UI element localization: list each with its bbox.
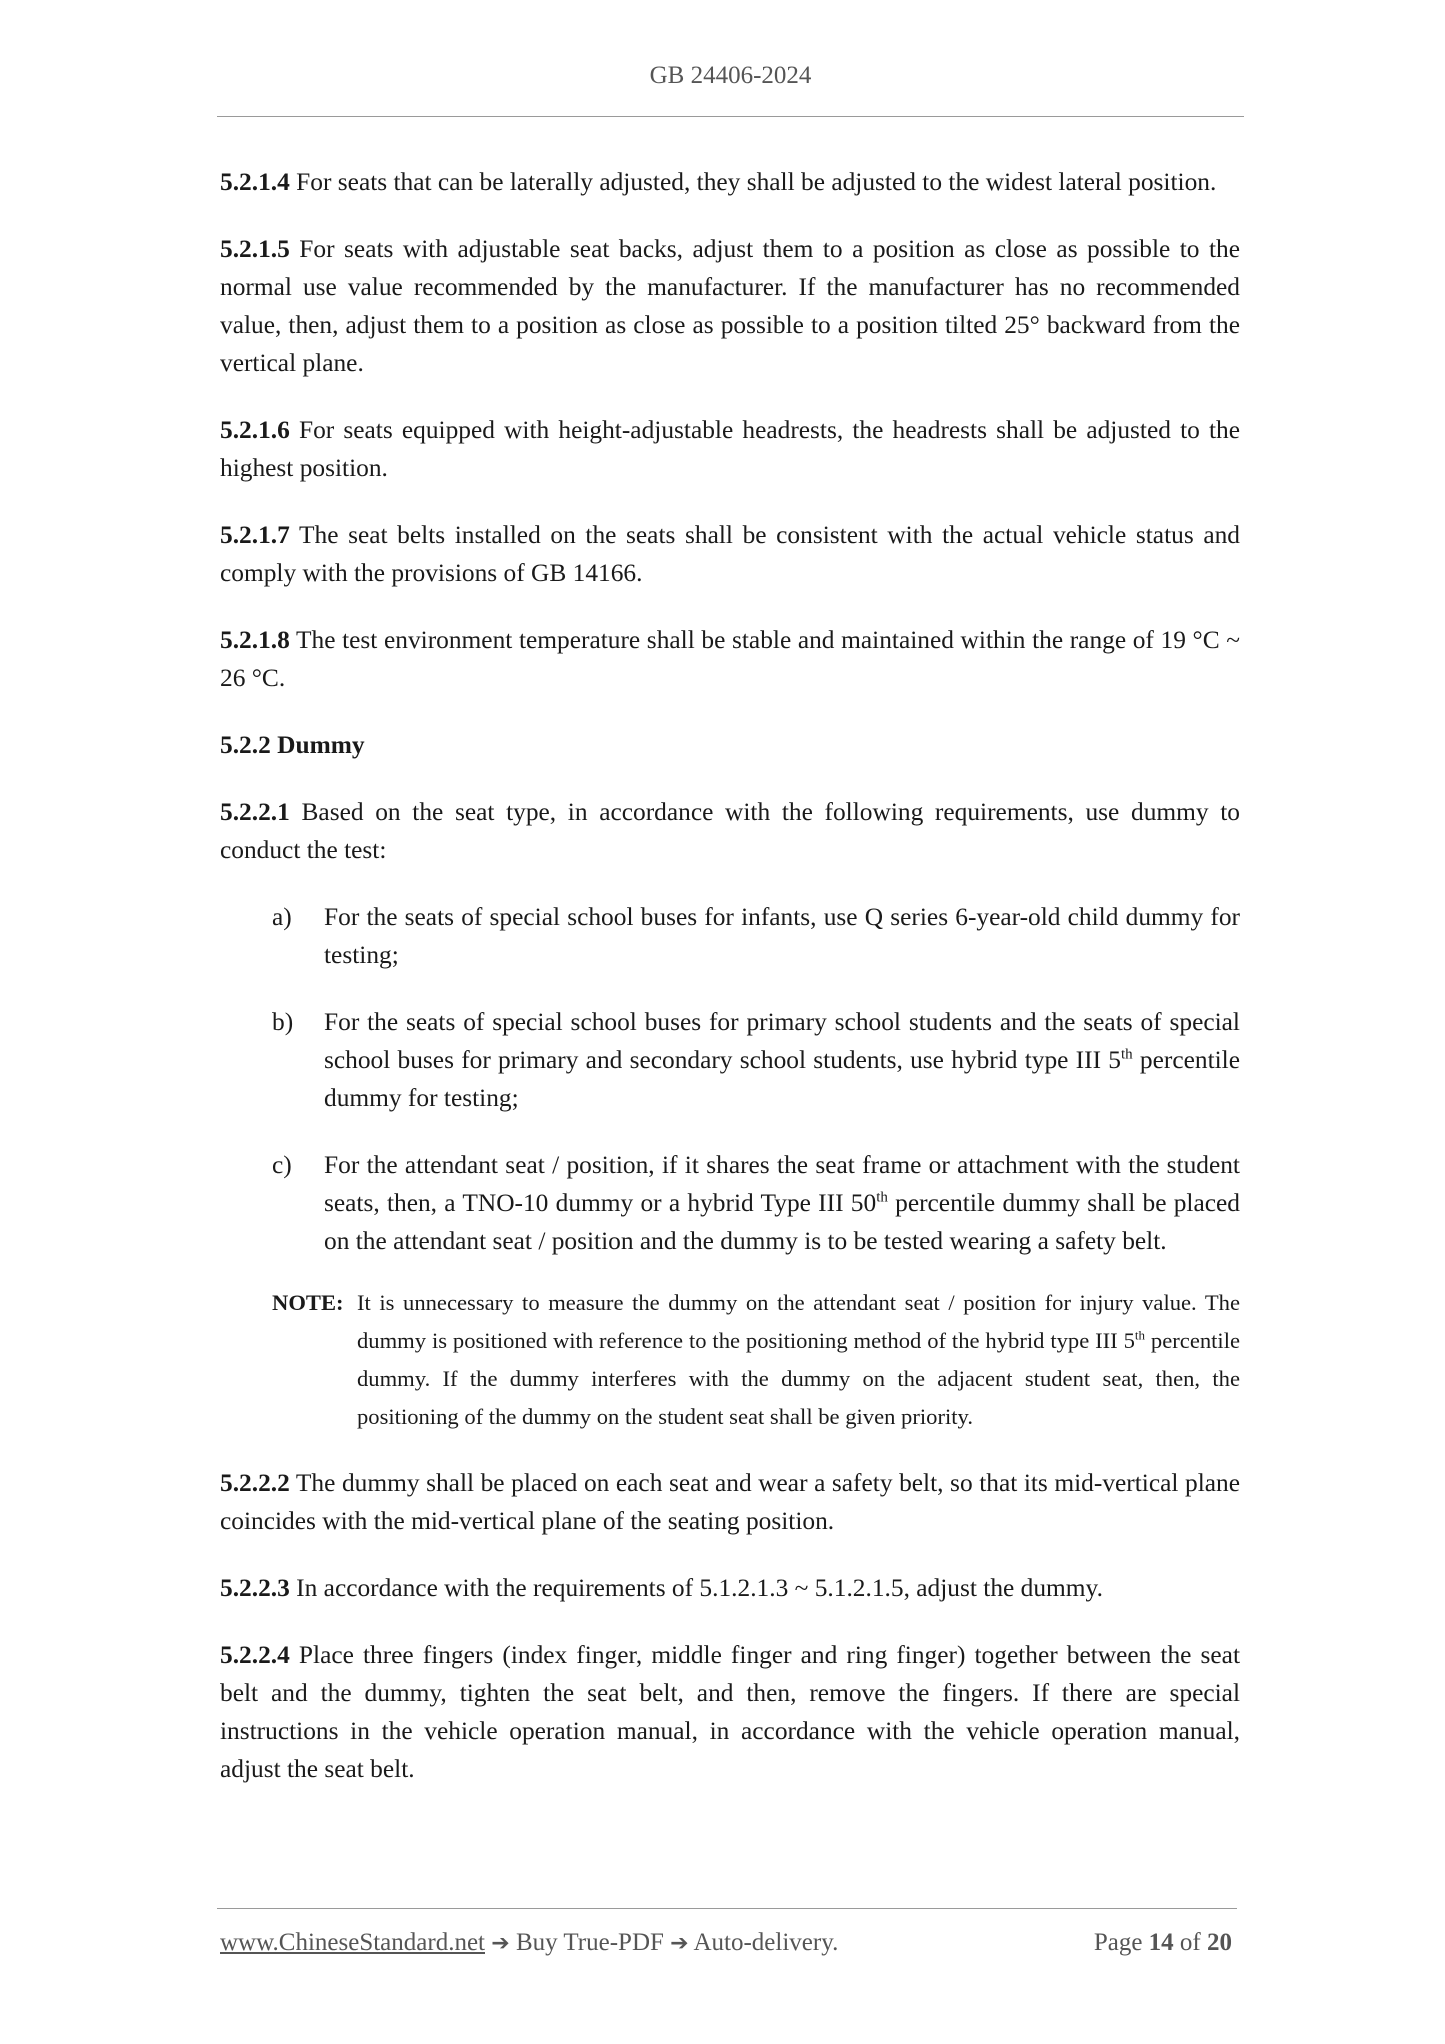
page-indicator (1094, 1929, 1232, 1957)
clause-5-2-2-1 (220, 793, 1240, 869)
clause-5-2-1-8 (220, 621, 1240, 697)
list-item-a (272, 898, 1240, 974)
note-text-part: It is unnecessary to measure the dummy on the attendant seat / position for injury value. The dummy is positioned with reference to the positioning method of the hybrid type III 5 (357, 1290, 1240, 1353)
clause-number: 5.2.2.3 (220, 1574, 290, 1602)
list-marker: b) (272, 1008, 294, 1036)
website-link[interactable]: www.ChineseStandard.net (220, 1929, 485, 1956)
list-marker: c) (272, 1151, 292, 1179)
clause-text: The seat belts installed on the seats shall be consistent with the actual vehicle status and comply with the provisions of GB 14166. (220, 521, 1240, 587)
clause-5-2-1-4 (220, 163, 1240, 201)
page-footer (220, 1929, 1232, 1957)
clause-5-2-1-6 (220, 411, 1240, 487)
note-text (357, 1284, 1240, 1436)
clause-number: 5.2.1.4 (220, 168, 290, 196)
ordinal-superscript: th (876, 1189, 888, 1206)
list-text-part: percentile dummy for testing; (324, 1046, 1241, 1112)
note-block (272, 1284, 1240, 1436)
page-of-label: of (1173, 1929, 1207, 1956)
clause-text: For seats with adjustable seat backs, adjust them to a position as close as possible to the normal use value recommended by the manufacturer. If the manufacturer has no recommended value, then, adjust them to a position as close as possible to a position tilted 25° backward from the vertical plane. (220, 235, 1240, 377)
footer-divider (217, 1908, 1237, 1909)
clause-text: In accordance with the requirements of 5.1.2.1.3 ~ 5.1.2.1.5, adjust the dummy. (289, 1574, 1103, 1602)
clause-number: 5.2.2.2 (220, 1469, 290, 1497)
clause-5-2-1-7 (220, 516, 1240, 592)
delivery-text: Auto-delivery. (688, 1929, 839, 1956)
note-text-part: percentile dummy. If the dummy interferes with the dummy on the adjacent student seat, then, the positioning of the dummy on the student seat shall be given priority. (357, 1328, 1240, 1429)
clause-number: 5.2.2.4 (220, 1641, 290, 1669)
clause-number: 5.2.1.8 (220, 626, 290, 654)
list-item-c (272, 1146, 1240, 1260)
clause-text: The dummy shall be placed on each seat and wear a safety belt, so that its mid-vertical plane coincides with the mid-vertical plane of the seating position. (220, 1469, 1240, 1535)
list-text-part: percentile dummy shall be placed on the attendant seat / position and the dummy is to be tested wearing a safety belt. (324, 1189, 1240, 1255)
list-item-text (324, 1146, 1240, 1260)
footer-promo (220, 1929, 838, 1957)
current-page-number: 14 (1148, 1929, 1174, 1956)
clause-5-2-2-2 (220, 1464, 1240, 1540)
header-divider (217, 116, 1244, 117)
list-text-part: For the attendant seat / position, if it shares the seat frame or attachment with the student seats, then, a TNO-10 dummy or a hybrid Type III 50 (324, 1151, 1240, 1217)
clause-text: For seats that can be laterally adjusted, they shall be adjusted to the widest lateral position. (289, 168, 1217, 196)
page-header (217, 62, 1244, 90)
list-item-b (272, 1003, 1240, 1117)
document-code: GB 24406-2024 (649, 62, 812, 89)
list-marker: a) (272, 903, 292, 931)
list-text-part: For the seats of special school buses for primary school students and the seats of special school buses for primary and secondary school students, use hybrid type III 5 (324, 1008, 1240, 1074)
clause-text: For seats equipped with height-adjustable headrests, the headrests shall be adjusted to the highest position. (220, 416, 1240, 482)
list-item-text: For the seats of special school buses for infants, use Q series 6-year-old child dummy for testing; (324, 903, 1240, 969)
ordinal-superscript: th (1134, 1327, 1146, 1343)
right-arrow-icon: ➔ (670, 1931, 689, 1956)
list-item-text (324, 1003, 1240, 1117)
clause-number: 5.2.1.7 (220, 521, 290, 549)
clause-number: 5.2.1.6 (220, 416, 290, 444)
clause-text: The test environment temperature shall be stable and maintained within the range of 19 °C ~ 26 °C. (220, 626, 1240, 692)
page-content (220, 163, 1240, 1817)
page-label: Page (1093, 1929, 1149, 1956)
buy-text: Buy True-PDF (509, 1929, 671, 1956)
clause-text: Place three fingers (index finger, middle finger and ring finger) together between the seat belt and the dummy, tighten the seat belt, and then, remove the fingers. If there are special instructions in the vehicle operation manual, in accordance with the vehicle operation manual, adjust the seat belt. (220, 1641, 1240, 1783)
clause-5-2-2-4 (220, 1636, 1240, 1788)
section-heading-5-2-2: 5.2.2 Dummy (220, 731, 365, 759)
total-pages-number: 20 (1207, 1929, 1232, 1956)
ordinal-superscript: th (1121, 1046, 1133, 1063)
right-arrow-icon: ➔ (491, 1931, 510, 1956)
clause-number: 5.2.1.5 (220, 235, 290, 263)
clause-5-2-2-3 (220, 1569, 1240, 1607)
note-label: NOTE: (272, 1290, 344, 1315)
clause-number: 5.2.2.1 (220, 798, 290, 826)
clause-text: Based on the seat type, in accordance with the following requirements, use dummy to conduct the test: (220, 798, 1240, 864)
clause-5-2-1-5 (220, 230, 1240, 382)
